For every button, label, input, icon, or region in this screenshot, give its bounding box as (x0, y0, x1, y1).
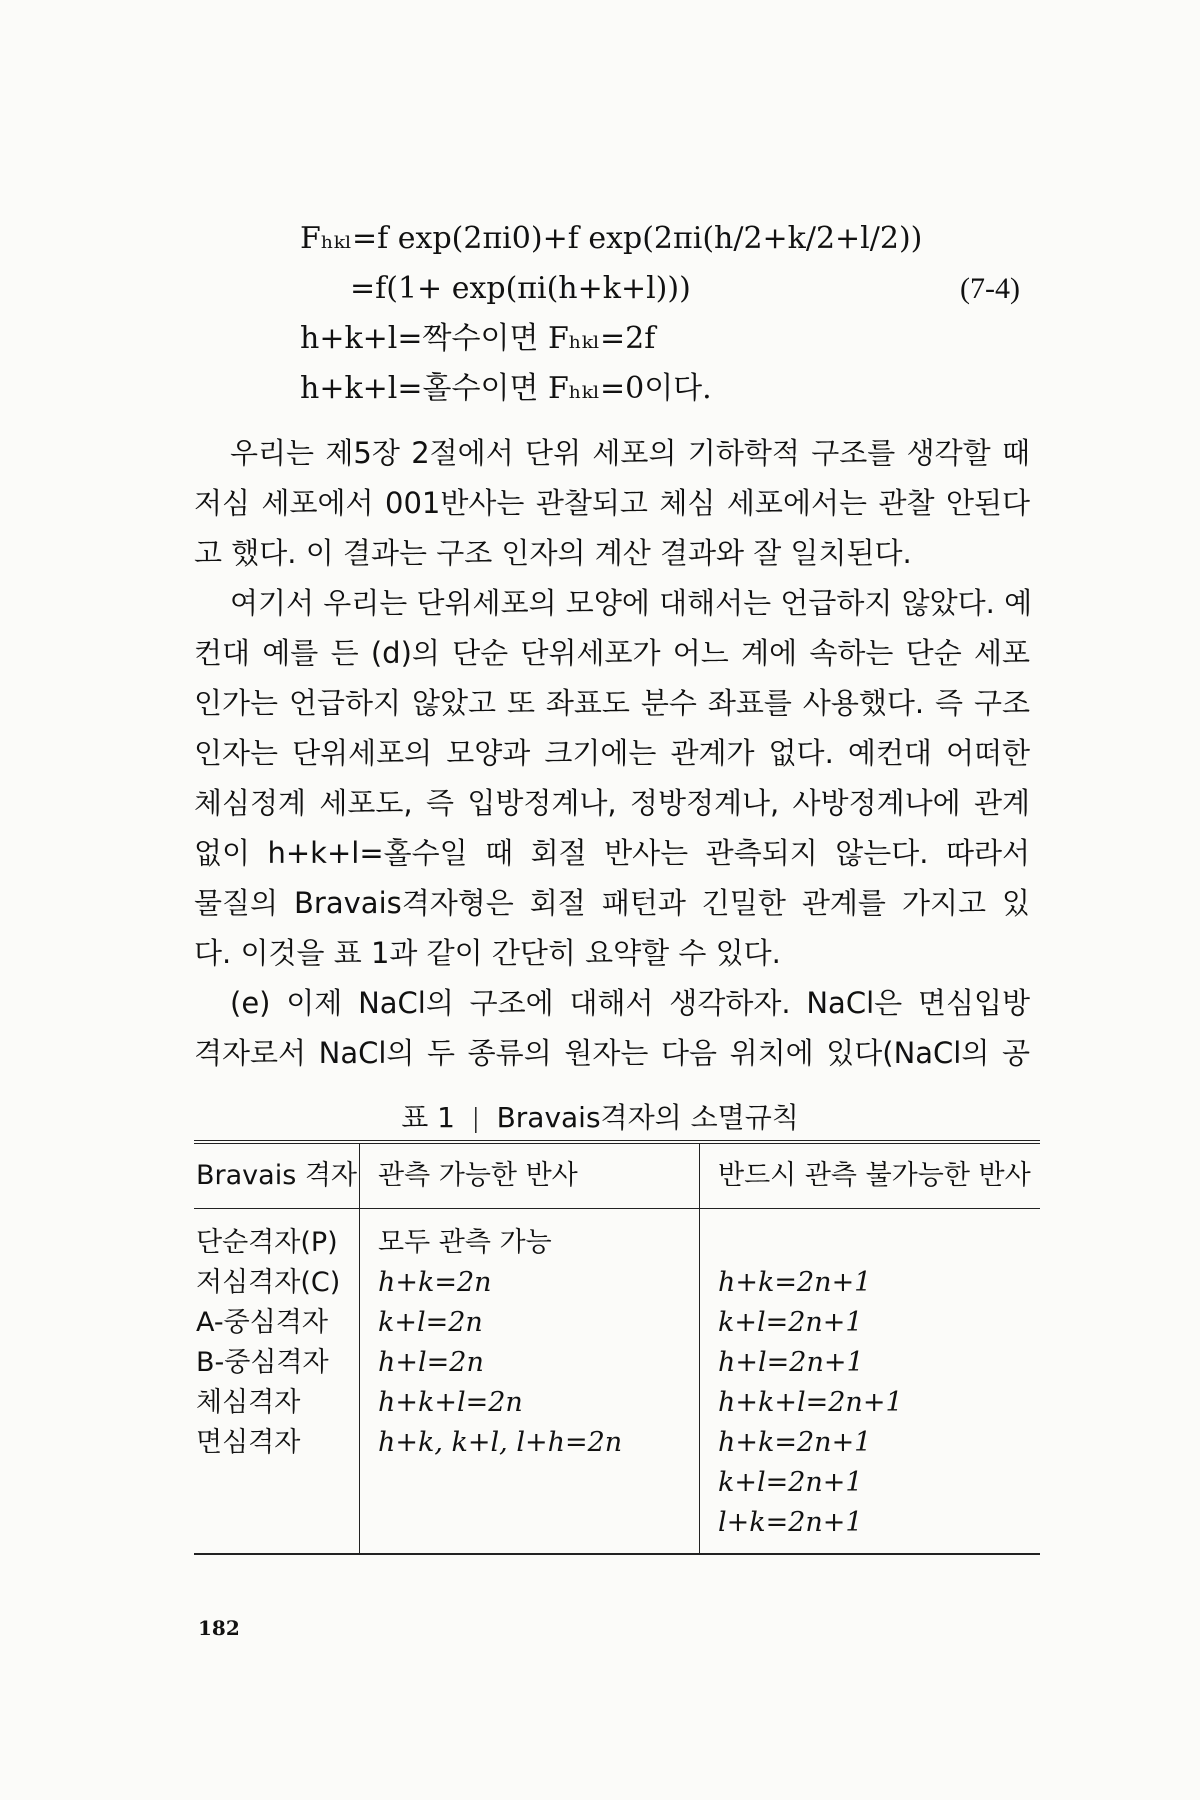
table-cell-empty (378, 1463, 699, 1503)
table-header-row (194, 1144, 1040, 1209)
equation-line (300, 214, 1020, 264)
equation-number: (7-4) (960, 272, 1020, 305)
table-cell: k+l=2n+1 (718, 1467, 863, 1498)
table-header-cell: Bravais 격자 (194, 1144, 360, 1208)
paragraph (194, 428, 1030, 578)
equation-text: h+k+l=짝수이면 Fₕₖₗ=2f (300, 321, 656, 356)
table-column-observable (360, 1209, 700, 1553)
table-column-lattice (194, 1209, 360, 1553)
table-cell: h+k=2n+1 (718, 1427, 872, 1458)
table-header-cell: 반드시 관측 불가능한 반사 (718, 1160, 1031, 1191)
table-caption (0, 1096, 1200, 1136)
table-cell: 단순격자(P) (196, 1227, 338, 1258)
equation-text: h+k+l=홀수이면 Fₕₖₗ=0이다. (300, 371, 712, 406)
equation-line (300, 314, 1020, 364)
table-cell: A-중심격자 (196, 1307, 328, 1338)
page-number: 182 (198, 1616, 240, 1640)
equation-text: Fₕₖₗ=f exp(2πi0)+f exp(2πi(h/2+k/2+l/2)) (300, 221, 923, 256)
table-cell: l+k=2n+1 (718, 1507, 863, 1538)
table-cell: h+k+l=2n (378, 1387, 523, 1418)
table-column-forbidden (700, 1209, 1040, 1553)
table-cell: h+l=2n+1 (718, 1347, 864, 1378)
text-line: 인자는 단위세포의 모양과 크기에는 관계가 없다. 예컨대 어떠한 (194, 736, 1030, 770)
table-cell: h+k=2n+1 (718, 1267, 872, 1298)
extinction-rules-table (194, 1140, 1040, 1555)
text-line: 체심정계 세포도, 즉 입방정계나, 정방정계나, 사방정계나에 관계 (194, 786, 1030, 820)
equation-block (300, 214, 1020, 414)
table-body (194, 1209, 1040, 1553)
equation-line (300, 264, 1020, 314)
text-line: 컨대 예를 든 (d)의 단순 단위세포가 어느 계에 속하는 단순 세포 (194, 636, 1030, 670)
equation-text: =f(1+ exp(πi(h+k+l))) (350, 271, 691, 306)
table-header-cell: 관측 가능한 반사 (360, 1144, 700, 1208)
table-cell: 모두 관측 가능 (378, 1227, 552, 1258)
table-cell: 체심격자 (196, 1387, 301, 1418)
table-cell-empty (196, 1463, 359, 1503)
table-cell-empty (196, 1503, 359, 1543)
table-cell: 저심격자(C) (196, 1267, 341, 1298)
paragraph (194, 578, 1033, 978)
table-cell: k+l=2n (378, 1307, 483, 1338)
table-cell: B-중심격자 (196, 1347, 329, 1378)
table-caption-title: Bravais격자의 소멸규칙 (496, 1101, 799, 1134)
text-line: 저심 세포에서 001반사는 관찰되고 체심 세포에서는 관찰 안된다 (194, 486, 1030, 520)
text-line: 물질의 Bravais격자형은 회절 패턴과 긴밀한 관계를 가지고 있 (194, 886, 1030, 920)
table-cell: h+k, k+l, l+h=2n (378, 1427, 623, 1458)
table-cell: h+k=2n (378, 1267, 492, 1298)
table-caption-separator: | (472, 1103, 479, 1134)
equation-line (300, 364, 1020, 414)
table-cell: k+l=2n+1 (718, 1307, 863, 1338)
text-line: 다. 이것을 표 1과 같이 간단히 요약할 수 있다. (194, 936, 781, 970)
table-cell: h+k+l=2n+1 (718, 1387, 903, 1418)
body-text (194, 428, 1033, 1078)
table-caption-label: 표 1 (401, 1101, 455, 1134)
text-line: 고 했다. 이 결과는 구조 인자의 계산 결과와 잘 일치된다. (194, 536, 912, 570)
table-cell: 면심격자 (196, 1427, 301, 1458)
text-line: 없이 h+k+l=홀수일 때 회절 반사는 관측되지 않는다. 따라서 (194, 836, 1030, 870)
paragraph (194, 978, 1030, 1078)
text-line: 여기서 우리는 단위세포의 모양에 대해서는 언급하지 않았다. 예 (230, 586, 1033, 620)
text-line: 인가는 언급하지 않았고 또 좌표도 분수 좌표를 사용했다. 즉 구조 (194, 686, 1030, 720)
table-cell-empty (378, 1503, 699, 1543)
text-line: 격자로서 NaCl의 두 종류의 원자는 다음 위치에 있다(NaCl의 공 (194, 1036, 1030, 1070)
table-cell (718, 1223, 1040, 1263)
text-line: 우리는 제5장 2절에서 단위 세포의 기하학적 구조를 생각할 때 (230, 436, 1030, 470)
table-cell: h+l=2n (378, 1347, 484, 1378)
text-line: (e) 이제 NaCl의 구조에 대해서 생각하자. NaCl은 면심입방 (230, 986, 1030, 1020)
